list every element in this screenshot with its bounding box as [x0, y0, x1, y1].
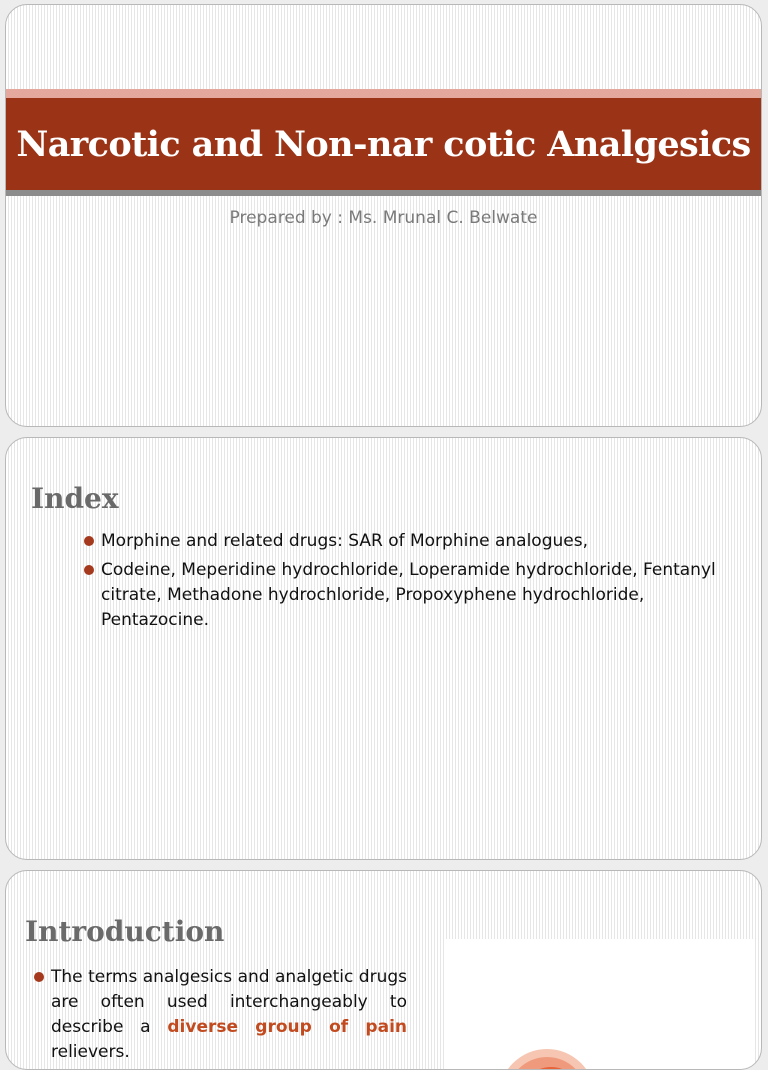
slide-title	[5, 4, 762, 427]
bullet-text: Codeine, Meperidine hydrochloride, Loperamide hydrochloride, Fentanyl citrate, Methadone hydrochloride, Propoxyphene hydrochloride, Pentazocine.	[101, 560, 716, 630]
bullet-text-part2: relievers.	[51, 1042, 130, 1062]
slide-index	[5, 437, 762, 860]
introduction-bullet-list	[34, 965, 407, 1065]
presentation-title: Narcotic and Non-nar cotic Analgesics	[16, 123, 751, 165]
slide-introduction	[5, 870, 762, 1070]
bullet-highlight: diverse group of pain	[167, 1017, 407, 1037]
introduction-heading: Introduction	[25, 915, 225, 948]
bullet-text: Morphine and related drugs: SAR of Morphine analogues,	[101, 531, 588, 551]
pain-illustration-icon	[445, 939, 753, 1070]
list-item	[34, 965, 407, 1065]
bullet-dot-icon	[84, 536, 94, 546]
title-band-top-stripe	[6, 89, 761, 98]
bullet-dot-icon	[34, 972, 44, 982]
title-band-bottom-stripe	[6, 190, 761, 196]
bullet-dot-icon	[84, 565, 94, 575]
list-item	[84, 558, 744, 633]
presenter-subtitle: Prepared by : Ms. Mrunal C. Belwate	[229, 208, 538, 228]
intro-illustration	[445, 939, 753, 1070]
bullet-text-part1: The terms analgesics and analgetic drugs are often used interchangeably to describe a	[51, 967, 407, 1037]
list-item	[84, 529, 744, 554]
index-heading: Index	[31, 482, 119, 515]
title-band	[6, 98, 761, 190]
index-bullet-list	[84, 529, 744, 637]
